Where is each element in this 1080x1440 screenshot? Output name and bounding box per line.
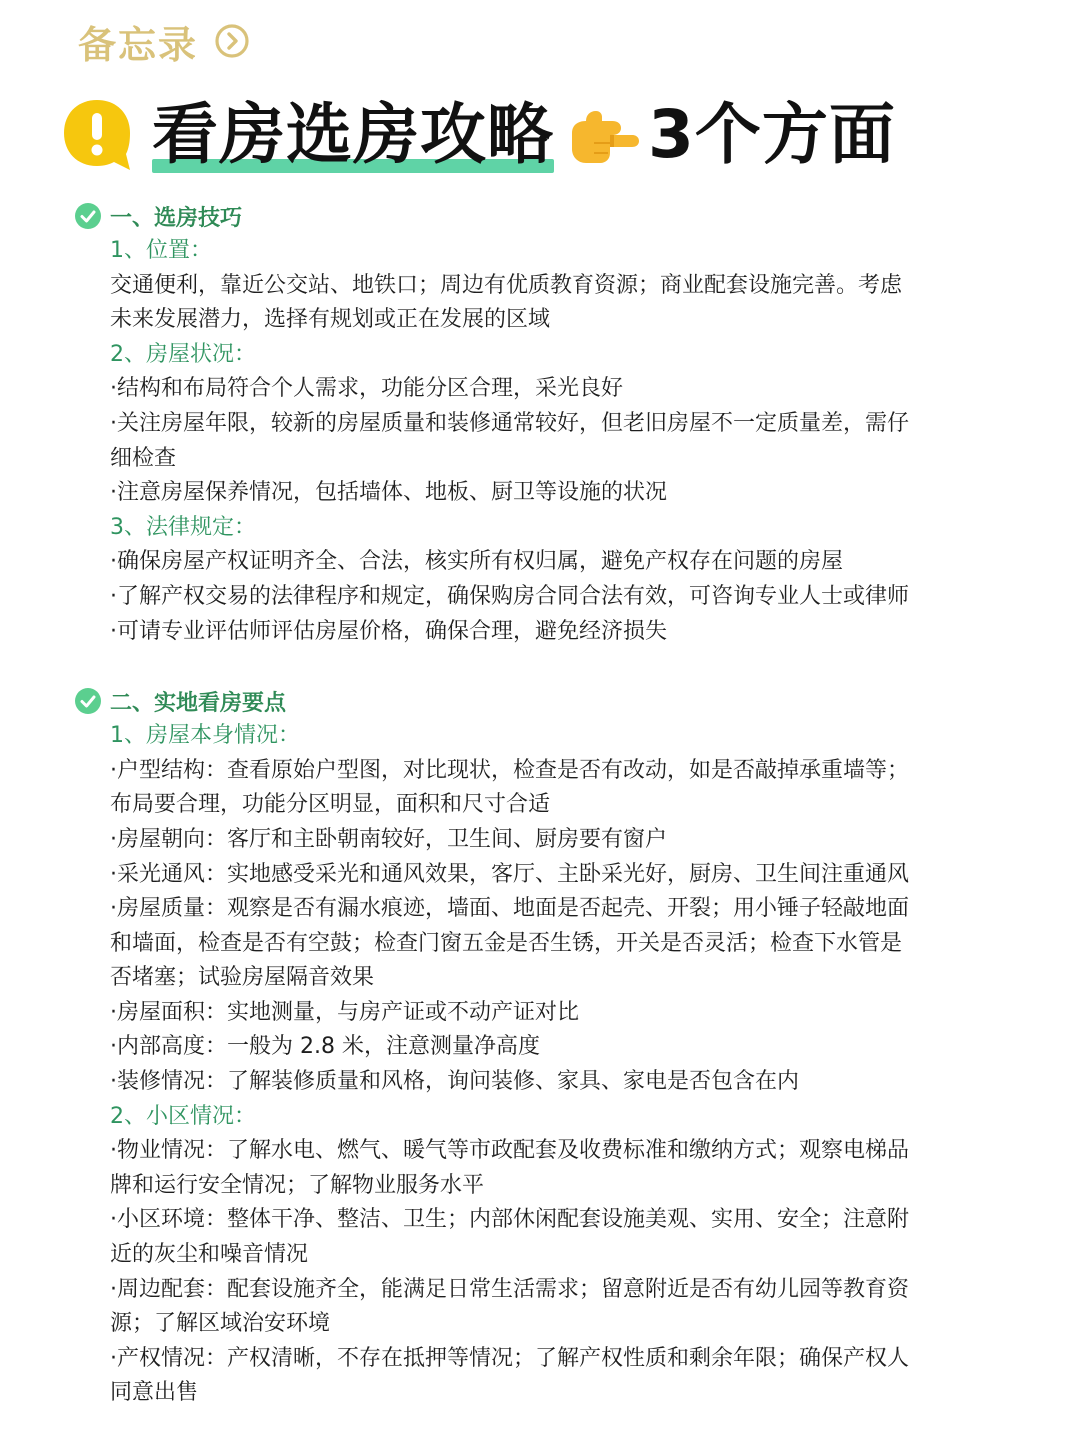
title-row — [60, 90, 896, 180]
text-line: ·可请专业评估师评估房屋价格，确保合理，避免经济损失 — [110, 618, 667, 644]
section-body — [74, 719, 984, 1411]
memo-content — [74, 198, 984, 1411]
text-line: ·结构和布局符合个人需求，功能分区合理，采光良好 — [110, 376, 623, 402]
text-line: ·小区环境：整体干净、整洁、卫生；内部休闲配套设施美观、实用、安全；注意附 — [110, 1207, 909, 1233]
subsection-heading: 3、法律规定： — [110, 514, 256, 540]
exclamation-bubble-icon — [60, 96, 134, 174]
title-main-wrap — [152, 93, 554, 177]
subsection-heading: 2、小区情况： — [110, 1103, 256, 1129]
text-line: 未来发展潜力，选择有规划或正在发展的区域 — [110, 307, 551, 333]
section-title: 一、选房技巧 — [110, 205, 243, 231]
text-line: ·房屋朝向：客厅和主卧朝南较好，卫生间、厨房要有窗户 — [110, 826, 667, 852]
chevron-right-circle-icon[interactable] — [214, 23, 250, 59]
text-line: 牌和运行安全情况；了解物业服务水平 — [110, 1172, 485, 1198]
subsection-heading: 2、房屋状况： — [110, 341, 256, 367]
text-line: ·确保房屋产权证明齐全、合法，核实所有权归属，避免产权存在问题的房屋 — [110, 549, 843, 575]
text-line: ·采光通风：实地感受采光和通风效果，客厅、主卧采光好，厨房、卫生间注重通风 — [110, 861, 909, 887]
text-line: ·内部高度：一般为 2.8 米，注意测量净高度 — [110, 1034, 540, 1060]
section-choose-house — [74, 198, 984, 649]
pointing-hand-icon — [566, 103, 640, 167]
text-line: ·房屋面积：实地测量，与房产证或不动产证对比 — [110, 999, 579, 1025]
section-header — [74, 683, 984, 719]
subsection-heading: 1、房屋本身情况： — [110, 723, 300, 749]
text-line: ·注意房屋保养情况，包括墙体、地板、厨卫等设施的状况 — [110, 480, 667, 506]
section-title: 二、实地看房要点 — [110, 690, 287, 716]
check-circle-icon — [74, 202, 102, 230]
text-line: 源；了解区域治安环境 — [110, 1311, 331, 1337]
text-line: ·周边配套：配套设施齐全，能满足日常生活需求；留意附近是否有幼儿园等教育资 — [110, 1276, 909, 1302]
text-line: ·装修情况：了解装修质量和风格，询问装修、家具、家电是否包含在内 — [110, 1069, 799, 1095]
text-line: ·关注房屋年限，较新的房屋质量和装修通常较好，但老旧房屋不一定质量差，需仔 — [110, 410, 909, 436]
page-title: 看房选房攻略 — [152, 96, 554, 173]
app-header — [78, 14, 250, 68]
text-line: ·了解产权交易的法律程序和规定，确保购房合同合法有效，可咨询专业人士或律师 — [110, 583, 909, 609]
section-site-visit — [74, 683, 984, 1411]
text-line: 布局要合理，功能分区明显，面积和尺寸合适 — [110, 792, 551, 818]
text-line: ·户型结构：查看原始户型图，对比现状，检查是否有改动，如是否敲掉承重墙等； — [110, 757, 909, 783]
text-line: 和墙面，检查是否有空鼓；检查门窗五金是否生锈，开关是否灵活；检查下水管是 — [110, 930, 903, 956]
section-header — [74, 198, 984, 234]
text-line: 同意出售 — [110, 1380, 199, 1406]
check-circle-icon — [74, 687, 102, 715]
text-line: 交通便利，靠近公交站、地铁口；周边有优质教育资源；商业配套设施完善。考虑 — [110, 272, 903, 298]
text-line: 否堵塞；试验房屋隔音效果 — [110, 965, 375, 991]
text-line: ·房屋质量：观察是否有漏水痕迹，墙面、地面是否起壳、开裂；用小锤子轻敲地面 — [110, 896, 909, 922]
section-body — [74, 234, 984, 649]
text-line: ·产权情况：产权清晰，不存在抵押等情况；了解产权性质和剩余年限；确保产权人 — [110, 1345, 909, 1371]
subsection-heading: 1、位置： — [110, 238, 212, 263]
text-line: ·物业情况：了解水电、燃气、暖气等市政配套及收费标准和缴纳方式；观察电梯品 — [110, 1138, 909, 1164]
page-subtitle: 3个方面 — [648, 96, 896, 173]
app-title: 备忘录 — [78, 22, 199, 67]
text-line: 细检查 — [110, 445, 177, 471]
text-line: 近的灰尘和噪音情况 — [110, 1242, 309, 1268]
